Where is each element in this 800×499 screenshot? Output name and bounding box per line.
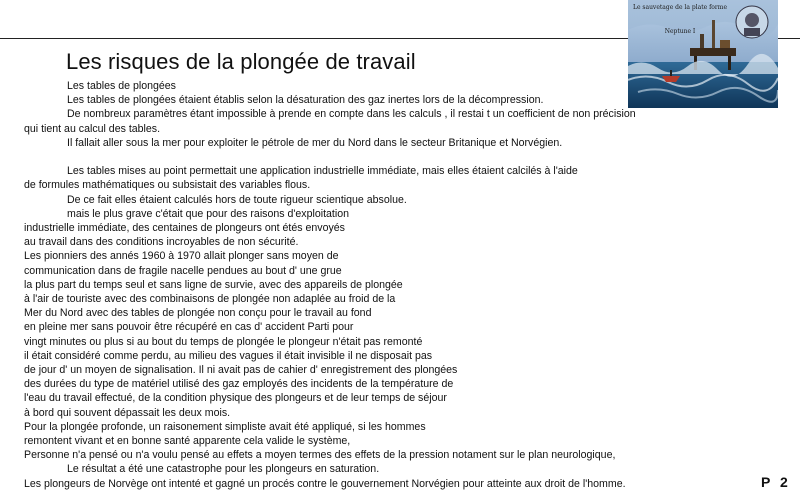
body-line: vingt minutes ou plus si au bout du temps de plongée le plongeur n'était pas remonté	[24, 335, 423, 348]
body-line: De nombreux paramètres étant impossible à prende en compte dans les calculs , il restai t un coefficient de non précision	[67, 108, 636, 121]
body-line: à l'air de touriste avec des combinaisons de plongée non adaplée au froid de la	[24, 293, 396, 305]
header-rule-right	[778, 38, 800, 39]
body-line: il était considéré comme perdu, au milieu des vagues il était invisible il ne disposait pas	[24, 349, 433, 362]
body-line: Mer du Nord avec des tables de plongée non conçu pour le travail au fond	[24, 307, 372, 320]
body-line: Les tables de plongées	[67, 80, 176, 92]
body-line: Pour la plongée profonde, un raisonement simpliste avait été appliqué, si les hommes	[24, 420, 426, 433]
body-line: à bord qui souvent dépassait les deux mois.	[24, 406, 231, 419]
body-line: industrielle immédiate, des centaines de plongeurs ont étés envoyés	[24, 222, 345, 234]
body-line: en pleine mer sans pouvoir être récupéré en cas d' accident Parti pour	[24, 321, 354, 334]
body-line: mais le plus grave c'était que pour des raisons d'exploitation	[67, 207, 349, 220]
body-line: l'eau du travail effectué, de la condition physique des plongeurs et de leur temps de séjour	[24, 392, 447, 405]
body-line: Le résultat a été une catastrophe pour les plongeurs en saturation.	[67, 463, 380, 476]
body-line: de formules mathématiques ou subsistait des variables flous.	[24, 179, 311, 192]
body-line: Les tables mises au point permettait une application industrielle immédiate, mais elles étaient calcilés à l'aide	[67, 165, 578, 178]
header-rule	[0, 38, 628, 39]
body-line: Les tables de plongées étaient établis selon la désaturation des gaz inertes lors de la décompression.	[67, 94, 544, 107]
body-line: communication dans de fragile nacelle pendues au bout d' une grue	[24, 264, 342, 277]
illustration-subtitle: Neptune I	[664, 28, 696, 35]
body-line: Il fallait aller sous la mer pour exploiter le pétrole de mer du Nord dans le secteur Britanique et Norvégien.	[67, 136, 563, 149]
page-number: P 2	[761, 474, 791, 490]
body-line: qui tient au calcul des tables.	[24, 122, 161, 135]
page-title: Les risques de la plongée de travail	[66, 49, 416, 74]
body-line: Personne n'a pensé ou n'a voulu pensé au effets a moyen termes des effets de la pression notament sur le plan neurologique,	[24, 449, 616, 462]
body-line: remontent vivant et en bonne santé apparente cela valide le système,	[24, 435, 351, 447]
body-line: De ce fait elles étaient calculés hors de toute rigueur scientique absolue.	[67, 193, 407, 206]
offshore-rescue-illustration	[628, 0, 778, 108]
body-line: au travail dans des conditions incroyables de non sécurité.	[24, 236, 299, 249]
illustration-title: Le sauvetage de la plate forme	[632, 4, 728, 11]
body-line: Les pionniers des annés 1960 à 1970 allait plonger sans moyen de	[24, 250, 339, 263]
cover-illustration	[628, 0, 778, 108]
body-line: des durées du type de matériel utilisé des gaz employés des incidents de la température de	[24, 378, 454, 391]
body-line: la plus part du temps seul et sans ligne de survie, avec des appareils de plongée	[24, 278, 403, 291]
body-line: Les plongeurs de Norvège ont intenté et gagné un procés contre le gouvernement Norvégien pour atteinte aux droit de l'homme.	[24, 477, 626, 490]
body-line: de jour d' un moyen de signalisation. Il ni avait pas de cahier d' enregistrement des plongées	[24, 364, 458, 376]
